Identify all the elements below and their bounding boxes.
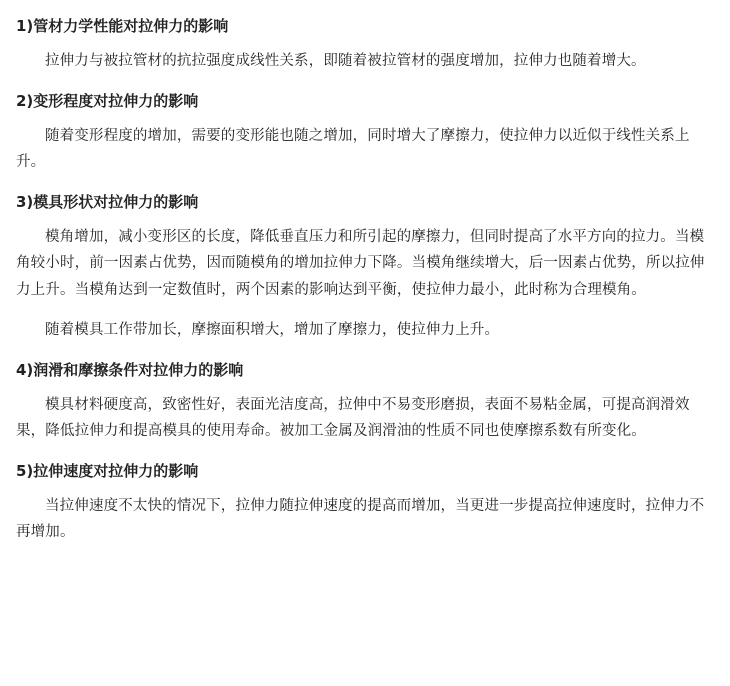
section-paragraph: 模角增加，减小变形区的长度，降低垂直压力和所引起的摩擦力，但同时提高了水平方向的拉力。当模角较小时，前一因素占优势，因而随模角的增加拉伸力下降。当模角继续增大，后一因素占优势，所以拉伸力上升。当模角达到一定数值时，两个因素的影响达到平衡，使拉伸力最小，此时称为合理模角。	[16, 228, 705, 298]
section-material-properties	[16, 14, 714, 75]
section-paragraph: 随着模具工作带加长，摩擦面积增大，增加了摩擦力，使拉伸力上升。	[45, 322, 500, 338]
section-heading: 4)润滑和摩擦条件对拉伸力的影响	[16, 360, 244, 379]
section-paragraph: 拉伸力与被拉管材的抗拉强度成线性关系，即随着被拉管材的强度增加，拉伸力也随着增大。	[45, 53, 646, 69]
section-paragraph: 当拉伸速度不太快的情况下，拉伸力随拉伸速度的提高而增加，当更进一步提高拉伸速度时，拉伸力不再增加。	[16, 497, 705, 540]
section-die-shape	[16, 190, 714, 344]
section-drawing-speed	[16, 459, 714, 546]
section-heading: 5)拉伸速度对拉伸力的影响	[16, 461, 199, 480]
section-paragraph: 模具材料硬度高，致密性好，表面光洁度高，拉伸中不易变形磨损，表面不易粘金属，可提高润滑效果，降低拉伸力和提高模具的使用寿命。被加工金属及润滑油的性质不同也使摩擦系数有所变化。	[16, 396, 690, 439]
section-deformation-degree	[16, 89, 714, 176]
section-heading: 3)模具形状对拉伸力的影响	[16, 192, 199, 211]
section-heading: 1)管材力学性能对拉伸力的影响	[16, 17, 229, 35]
section-lubrication-friction	[16, 358, 714, 445]
section-heading: 2)变形程度对拉伸力的影响	[16, 91, 199, 110]
section-paragraph: 随着变形程度的增加，需要的变形能也随之增加，同时增大了摩擦力，使拉伸力以近似于线性关系上升。	[16, 127, 690, 170]
